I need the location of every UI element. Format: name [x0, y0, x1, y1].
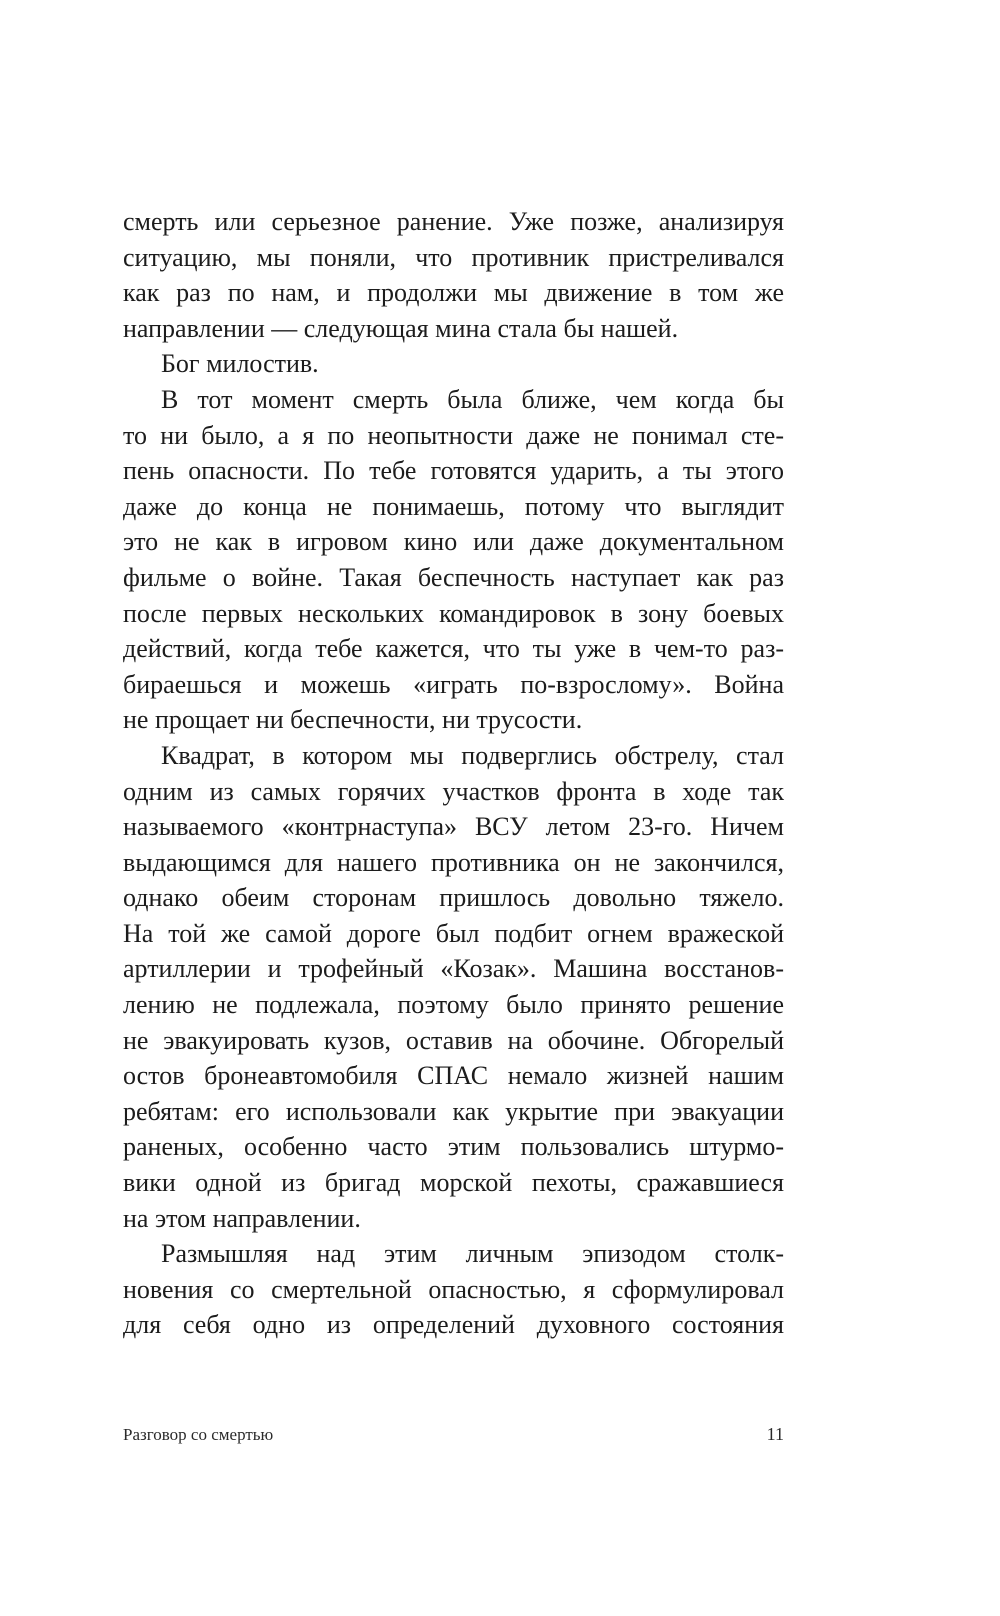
text-line: Бог милостив. [161, 349, 319, 379]
text-line: бираешься и можешь «играть по-взрослому». Война [123, 669, 784, 699]
text-line: Квадрат, в котором мы подверглись обстрелу, стал [161, 740, 784, 770]
text-line: артиллерии и трофейный «Козак». Машина восстанов- [123, 954, 784, 984]
text-line: пень опасности. По тебе готовятся ударить, а ты этого [123, 456, 784, 486]
text-line: на этом направлении. [123, 1203, 361, 1233]
text-line: На той же самой дороге был подбит огнем вражеской [123, 918, 784, 948]
paragraph [123, 382, 784, 738]
text-line: ситуацию, мы поняли, что противник пристреливался [123, 242, 784, 272]
text-line: В тот момент смерть была ближе, чем когда бы [161, 384, 784, 414]
text-line: смерть или серьезное ранение. Уже позже, анализируя [123, 207, 784, 236]
paragraph [123, 346, 784, 382]
text-line: как раз по нам, и продолжи мы движение в том же [123, 278, 784, 308]
text-line: даже до конца не понимаешь, потому что выглядит [123, 491, 784, 521]
text-line: действий, когда тебе кажется, что ты уже в чем-то раз- [123, 634, 784, 664]
text-line: новения со смертельной опасностью, я сформулировал [123, 1274, 784, 1304]
text-line: направлении — следующая мина стала бы нашей. [123, 313, 679, 343]
text-line: это не как в игровом кино или даже документальном [123, 527, 784, 557]
text-line: лению не подлежала, поэтому было принято решение [123, 990, 784, 1020]
text-line: не прощает ни беспечности, ни трусости. [123, 705, 583, 735]
page-number: 11 [766, 1424, 784, 1444]
running-title: Разговор со смертью [123, 1425, 274, 1444]
paragraph [123, 738, 784, 1236]
text-line: называемого «контрнаступа» ВСУ летом 23-го. Ничем [123, 812, 784, 842]
text-line: раненых, особенно часто этим пользовались штурмо- [123, 1132, 784, 1162]
text-line: Размышляя над этим личным эпизодом столк- [161, 1239, 784, 1269]
text-line: для себя одно из определений духовного состояния [123, 1310, 784, 1340]
text-line: не эвакуировать кузов, оставив на обочине. Обгорелый [123, 1025, 784, 1055]
paragraph [123, 1236, 784, 1343]
paragraph-continuation [123, 204, 784, 346]
text-line: однако обеим сторонам пришлось довольно тяжело. [123, 883, 784, 913]
text-line: ребятам: его использовали как укрытие при эвакуации [123, 1096, 784, 1126]
page-footer [123, 1422, 784, 1446]
text-line: фильме о войне. Такая беспечность наступает как раз [123, 562, 784, 592]
text-line: то ни было, а я по неопытности даже не понимал сте- [123, 420, 784, 450]
text-line: одним из самых горячих участков фронта в ходе так [123, 776, 784, 806]
text-line: после первых нескольких командировок в зону боевых [123, 598, 784, 628]
text-line: вики одной из бригад морской пехоты, сражавшиеся [123, 1168, 784, 1198]
text-line: выдающимся для нашего противника он не закончился, [123, 847, 784, 877]
text-line: остов бронеавтомобиля СПАС немало жизней нашим [123, 1061, 784, 1091]
body-text [123, 204, 784, 1343]
